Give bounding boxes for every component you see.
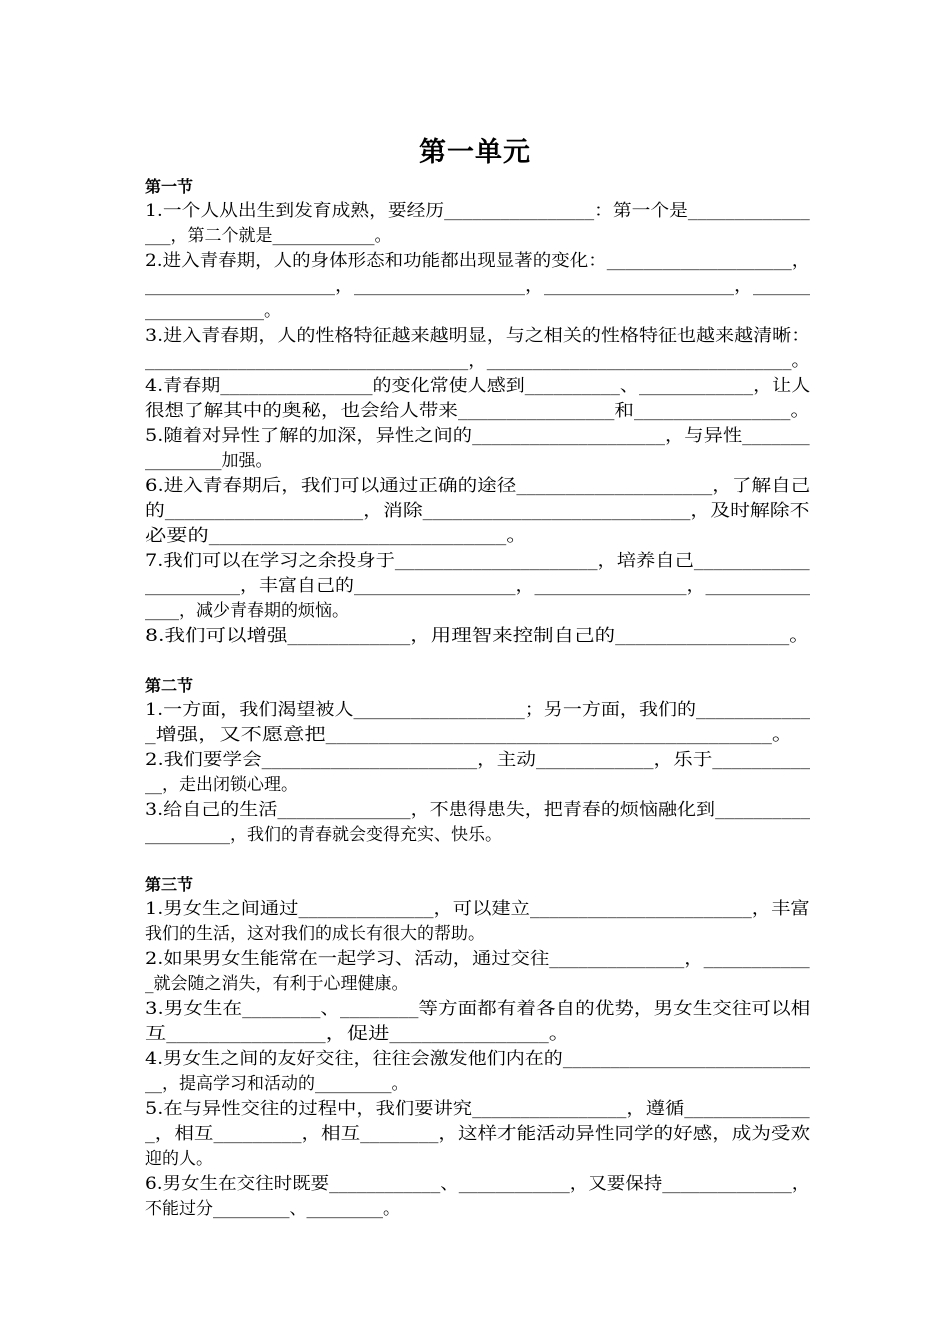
text-line: _，相互_________，相互________，这样才能活动异性同学的好感，成为受欢 [145, 1124, 810, 1144]
text-line: __________，丰富自己的_________________，________________，___________ [145, 576, 810, 596]
text-line: ___，第二个就是____________。 [145, 226, 392, 246]
text-line: 1.一方面，我们渴望被人__________________；另一方面，我们的____________ [145, 700, 810, 720]
text-line: ____________________，__________________，____________________，______ [145, 276, 810, 296]
text-line: 2.如果男女生能常在一起学习、活动，通过交往______________，___________ [145, 949, 810, 969]
page-title: 第一单元 [419, 137, 531, 168]
text-line: 不能过分_________、_________。 [145, 1199, 400, 1219]
text-line: 5.在与异性交往的过程中，我们要讲究________________，遵循_____________ [145, 1099, 810, 1119]
text-line: 很想了解其中的奥秘，也会给人带来________________和________________。 [145, 401, 810, 421]
text-line: __，提高学习和活动的_________。 [145, 1074, 409, 1094]
text-line: _就会随之消失，有利于心理健康。 [145, 974, 409, 994]
text-line: ___________________________________，_________________________________。 [145, 351, 810, 371]
text-line: 6.进入青春期后，我们可以通过正确的途径____________________，了解自己 [145, 476, 810, 496]
text-line: 1.一个人从出生到发育成熟，要经历________________：第一个是_____________ [145, 201, 810, 221]
text-line: ____，减少青春期的烦恼。 [145, 601, 349, 621]
text-line: 我们的生活，这对我们的成长有很大的帮助。 [145, 924, 485, 944]
text-line: 的____________________，消除___________________________，及时解除不 [145, 501, 810, 521]
text-line: 2.我们要学会______________________，主动____________，乐于__________ [145, 750, 810, 770]
text-line: 7.我们可以在学习之余投身于_____________________，培养自己____________ [145, 551, 810, 571]
text-line: _________加强。 [145, 451, 273, 471]
text-line: 4.青春期________________的变化常使人感到__________、____________，让人 [145, 376, 810, 396]
text-line: 8.我们可以增强____________，用理智来控制自己的_________________。 [145, 626, 810, 646]
text-line: 2.进入青春期，人的身体形态和功能都出现显著的变化：____________________， [145, 251, 810, 271]
text-line: 互_______________，促进_______________。 [145, 1024, 570, 1044]
text-line: ______________。 [145, 301, 281, 321]
text-line: 1.男女生之间通过______________，可以建立_______________________，丰富 [145, 899, 810, 919]
text-line: 5.随着对异性了解的加深，异性之间的____________________，与异性_______ [145, 426, 810, 446]
text-line: 迎的人。 [145, 1149, 213, 1169]
text-line: 4.男女生之间的友好交往，往往会激发他们内在的__________________________ [145, 1049, 810, 1069]
section-3 [145, 872, 810, 1222]
text-line: __，走出闭锁心理。 [145, 775, 298, 795]
text-line: __________，我们的青春就会变得充实、快乐。 [145, 825, 502, 845]
section-heading: 第二节 [145, 676, 194, 695]
section-1 [145, 174, 810, 649]
text-line: 必要的____________________________。 [145, 526, 528, 546]
text-line: 6.男女生在交往时既要____________、____________，又要保持______________， [145, 1174, 810, 1194]
section-heading: 第一节 [145, 177, 194, 196]
text-line: 3.男女生在________、________等方面都有着各自的优势，男女生交往可以相 [145, 999, 810, 1019]
text-line: 3.进入青春期，人的性格特征越来越明显，与之相关的性格特征也越来越清晰： [145, 326, 810, 346]
text-line: _增强，又不愿意把__________________________________________。 [145, 725, 794, 745]
section-heading: 第三节 [145, 875, 194, 894]
section-2 [145, 673, 810, 848]
text-line: 3.给自己的生活______________，不患得患失，把青春的烦恼融化到__________ [145, 800, 810, 820]
